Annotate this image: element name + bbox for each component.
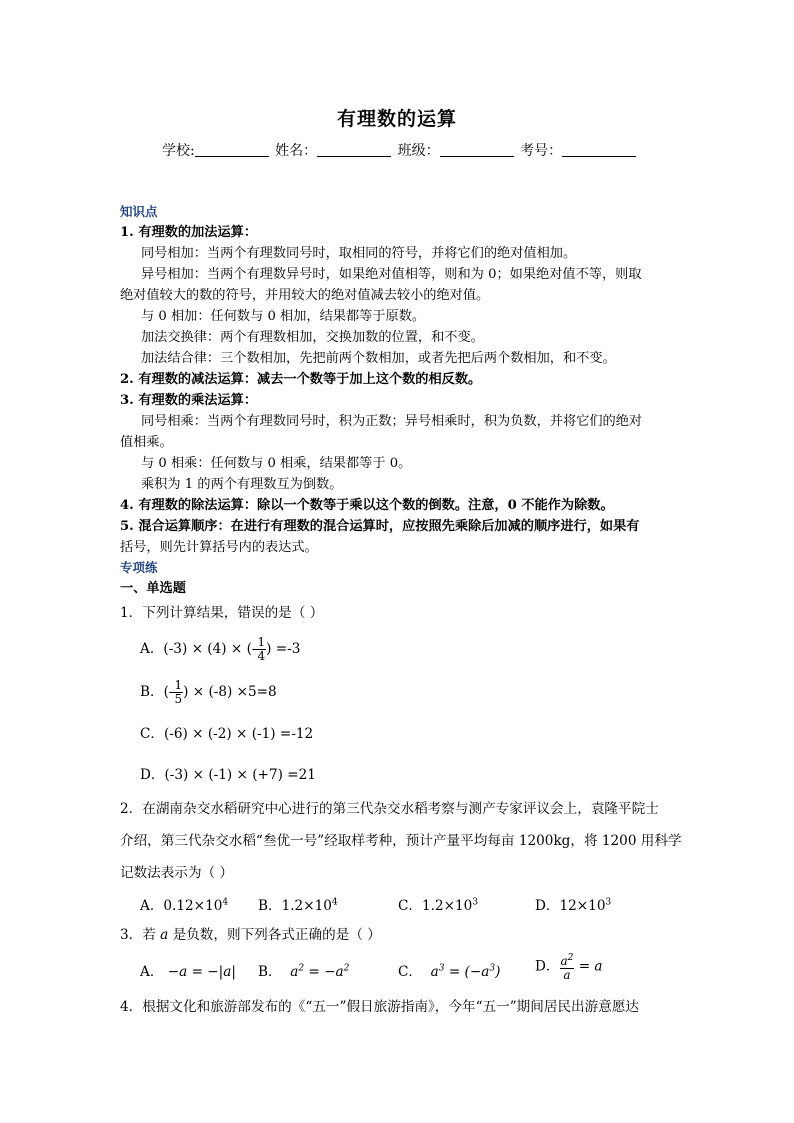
knowledge-item-3: 3. 有理数的乘法运算： [120,393,258,408]
knowledge-item-1: 1. 有理数的加法运算： [120,225,258,240]
exponent: 3 [438,963,445,974]
exponent: 3 [472,897,479,908]
question-3-stem [120,926,381,944]
expr-part: a [560,954,568,968]
expr-part: = (−a [444,964,490,980]
q2-option-a[interactable] [140,894,228,914]
denominator: 5 [174,692,183,706]
q3-option-a[interactable] [140,960,236,980]
q2-option-c[interactable] [398,894,478,914]
question-4-stem: 4．根据文化和旅游部发布的《“五一”假日旅游指南》，今年“五一”期间居民出游意愿达 [120,999,640,1015]
q3-option-d[interactable] [535,952,603,982]
option-label: B． [258,964,282,980]
knowledge-item-4: 4. 有理数的除法运算：除以一个数等于乘以这个数的倒数。注意，0 不能作为除数。 [120,498,614,513]
q1-b-text-end: ) × (-8) ×5=8 [183,684,277,700]
exponent: 3 [489,963,496,974]
q1-a-text: A．(-3) × (4) × (- [140,641,257,657]
knowledge-line: 值相乘。 [120,435,173,450]
practice-heading: 专项练 [120,560,158,575]
q1-option-b[interactable] [140,679,277,706]
knowledge-line: 与 0 相加：任何数与 0 相加，结果都等于原数。 [141,309,426,324]
knowledge-line: 加法结合律：三个数相加，先把前两个数相加，或者先把后两个数相加，和不变。 [141,351,616,366]
q1-option-d[interactable]: D．(-3) × (-1) × (+7) =21 [140,767,316,783]
q3-option-c[interactable] [398,960,500,980]
exponent: 3 [605,897,612,908]
q3-stem-text-end: 是负数，则下列各式正确的是（ ） [168,927,381,943]
q3-c-expression [431,964,501,980]
q1-a-text-end: ) =-3 [266,641,301,657]
q3-a-expression: −a = −|a| [167,964,236,980]
expr-part: a [290,964,299,980]
numerator: 1 [257,635,266,649]
expr-part: ) [495,964,501,980]
knowledge-line: 同号相乘：当两个有理数同号时，积为正数；异号相乘时，积为负数，并将它们的绝对 [141,414,643,429]
knowledge-line: 绝对值较大的数的符号，并用较大的绝对值减去较小的绝对值。 [120,288,490,303]
q3-d-text-end: = a [574,958,603,975]
exponent: 2 [567,953,574,963]
student-info-fields [162,140,638,160]
knowledge-line: 同号相加：当两个有理数同号时，取相同的符号，并将它们的绝对值相加。 [141,246,577,261]
knowledge-heading: 知识点 [120,204,158,219]
number-label: 考号： [520,143,563,159]
option-label: D． [535,958,560,975]
q1-b-text: B．(- [140,684,174,700]
question-2-stem-line: 2．在湖南杂交水稻研究中心进行的第三代杂交水稻考察与测产专家评议会上，袁隆平院士 [120,801,659,817]
class-blank[interactable] [440,142,514,157]
q2-c-text: C．1.2×10 [398,898,473,914]
q3-option-b[interactable] [258,960,349,980]
q3-variable: a [160,927,169,943]
class-label: 班级： [397,143,440,159]
option-label: C． [398,964,422,980]
name-label: 姓名： [275,143,318,159]
school-blank[interactable] [195,142,269,157]
question-1-stem: 1．下列计算结果，错误的是（ ） [120,605,324,621]
question-2-stem-line: 记数法表示为（ ） [120,865,234,881]
denominator: a [563,968,571,982]
section-heading: 一、单选题 [120,581,186,596]
q1-b-fraction [173,679,183,706]
knowledge-line: 括号，则先计算括号内的表达式。 [120,540,318,555]
page-title: 有理数的运算 [336,108,457,130]
knowledge-item-2: 2. 有理数的减法运算：减去一个数等于加上这个数的相反数。 [120,372,482,387]
q3-stem-text: 3．若 [120,927,161,943]
q3-b-expression [290,964,349,980]
exponent: 2 [298,963,305,974]
numerator [560,952,575,969]
q2-option-b[interactable] [258,894,338,914]
q1-a-fraction [256,636,266,663]
name-blank[interactable] [317,142,391,157]
knowledge-line: 加法交换律：两个有理数相加，交换加数的位置，和不变。 [141,330,484,345]
knowledge-line: 异号相加：当两个有理数异号时，如果绝对值相等，则和为 0；如果绝对值不等，则取 [141,267,642,282]
number-blank[interactable] [562,142,636,157]
q2-option-d[interactable] [535,894,611,914]
expr-part: = −a [304,964,344,980]
exponent: 2 [343,963,350,974]
exponent: 4 [331,897,338,908]
knowledge-line: 与 0 相乘：任何数与 0 相乘，结果都等于 0。 [141,456,412,471]
question-2-stem-line: 介绍，第三代杂交水稻“叁优一号”经取样考种，预计产量平均每亩 1200kg，将 1200 用科学 [120,833,682,849]
exponent: 4 [222,897,229,908]
school-label: 学校: [162,143,195,159]
q2-d-text: D．12×10 [535,898,606,914]
knowledge-item-5: 5. 混合运算顺序：在进行有理数的混合运算时，应按照先乘除后加减的顺序进行，如果有 [120,519,640,534]
expr-part: a [430,964,439,980]
q2-a-text: A．0.12×10 [140,898,223,914]
q3-d-fraction [560,952,575,982]
q1-option-c[interactable]: C．(-6) × (-2) × (-1) =-12 [140,726,314,742]
q2-b-text: B．1.2×10 [258,898,332,914]
option-label: A． [140,964,164,980]
q1-option-a[interactable] [140,636,300,663]
knowledge-line: 乘积为 1 的两个有理数互为倒数。 [141,477,343,492]
denominator: 4 [257,649,266,663]
numerator: 1 [174,678,183,692]
